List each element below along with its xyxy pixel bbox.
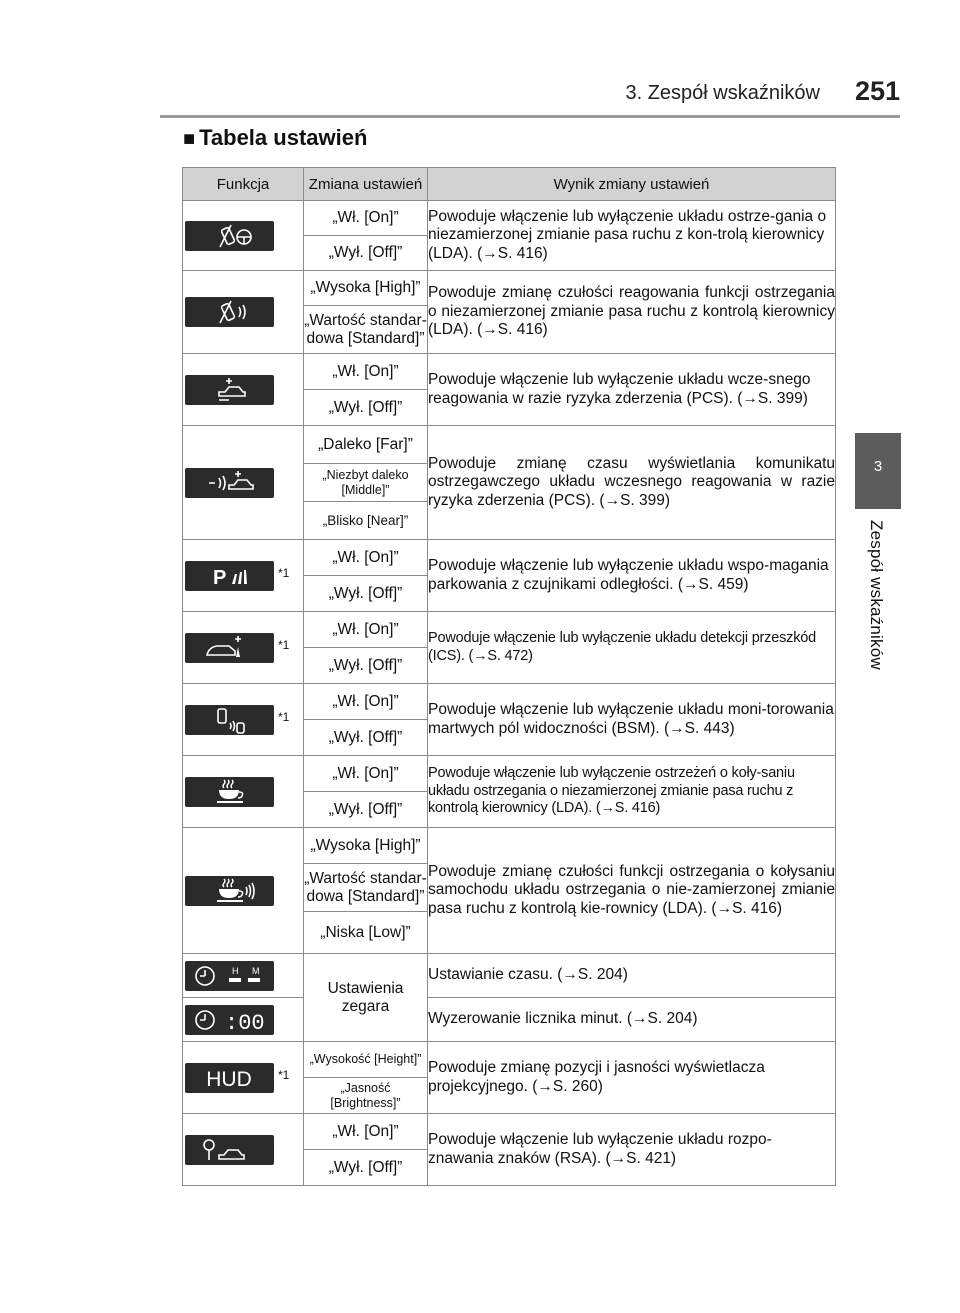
section-title: Tabela ustawień [199,125,368,150]
table-header-row [183,168,836,201]
result-cell: Wyzerowanie licznika minut. (→S. 204) [428,998,836,1042]
option-cell: „Wł. [On]” [304,684,428,720]
option-cell: „Blisko [Near]” [304,502,428,540]
function-cell [183,684,304,756]
result-cell: Powoduje zmianę czułości reagowania funkcji ostrzegania o niezamierzonej zmianie pasa ruchu z kontrolą kierownicy (LDA). (→S. 416) [428,271,836,354]
function-cell [183,354,304,426]
table-row [183,540,836,576]
option-cell: „Wył. [Off]” [304,720,428,756]
hour-label: H [232,965,239,976]
table-row [183,426,836,464]
function-cell [183,201,304,271]
option-cell: „Wył. [Off]” [304,648,428,684]
function-cell [183,954,304,998]
section-heading [183,125,367,151]
svg-text:P: P [213,566,227,589]
result-cell: Powoduje włączenie lub wyłączenie układu moni-torowania martwych pól widoczności (BSM). (→S. 443) [428,684,836,756]
footnote-mark: *1 [278,709,290,724]
option-cell: „Niska [Low]” [304,912,428,954]
table-row [183,954,836,998]
option-cell: „Wł. [On]” [304,612,428,648]
option-cell: „Jasność [Brightness]” [304,1078,428,1114]
header-rule [160,115,900,118]
bsm-icon [185,705,274,735]
result-cell: Powoduje zmianę czułości funkcji ostrzegania o kołysaniu samochodu układu ostrzegania o nie-zamierzonej zmianie pasa ruchu z kontrolą kie-rownicy (LDA). (→S. 416) [428,828,836,954]
option-cell: „Wartość standar-dowa [Standard]” [304,864,428,912]
option-cell: „Wł. [On]” [304,540,428,576]
function-cell [183,1114,304,1186]
option-cell: „Wł. [On]” [304,354,428,390]
table-row [183,756,836,792]
footnote-mark: *1 [278,565,290,580]
hud-label: HUD [206,1067,252,1091]
option-cell: „Wył. [Off]” [304,1150,428,1186]
function-cell [183,540,304,612]
result-cell: Ustawianie czasu. (→S. 204) [428,954,836,998]
function-cell [183,612,304,684]
function-cell [183,1042,304,1114]
col-header-result: Wynik zmiany ustawień [428,168,836,201]
section-marker: ■ [183,128,196,150]
option-cell: „Niezbyt daleko [Middle]” [304,464,428,502]
col-header-function: Funkcja [183,168,304,201]
pcs-icon [185,375,274,405]
function-cell [183,271,304,354]
option-cell: „Wł. [On]” [304,756,428,792]
result-cell: Powoduje włączenie lub wyłączenie ostrzeżeń o koły-saniu układu ostrzegania o niezamierzonej zmianie pasa ruchu z kontrolą kierownicy (LDA). (→S. 416) [428,756,836,828]
result-cell: Powoduje zmianę pozycji i jasności wyświetlacza projekcyjnego. (→S. 260) [428,1042,836,1114]
col-header-setting: Zmiana ustawień [304,168,428,201]
option-cell: „Wył. [Off]” [304,792,428,828]
table-row [183,271,836,306]
lane-sensitivity-icon [185,297,274,327]
function-cell [183,828,304,954]
table-row [183,1114,836,1150]
option-cell: „Wartość standar-dowa [Standard]” [304,306,428,354]
clock-set-icon [185,961,274,991]
pcs-timing-icon [185,468,274,498]
table-row [183,828,836,864]
option-cell: „Daleko [Far]” [304,426,428,464]
table-row [183,684,836,720]
lane-departure-icon [185,221,274,251]
result-cell: Powoduje zmianę czasu wyświetlania komunikatu ostrzegawczego układu wczesnego reagowania w razie ryzyka zderzenia (PCS). (→S. 399) [428,426,836,540]
footnote-mark: *1 [278,1067,290,1082]
table-row [183,1042,836,1078]
option-cell: „Wysokość [Height]” [304,1042,428,1078]
result-cell: Powoduje włączenie lub wyłączenie układu detekcji przeszkód (ICS). (→S. 472) [428,612,836,684]
option-cell: „Wł. [On]” [304,1114,428,1150]
minutes-zero-label: :00 [225,1010,265,1035]
result-cell: Powoduje włączenie lub wyłączenie układu wspo-magania parkowania z czujnikami odległości. (→S. 459) [428,540,836,612]
option-cell: „Wył. [Off]” [304,576,428,612]
table-row [183,354,836,390]
table-row [183,998,836,1042]
ics-icon [185,633,274,663]
hud-icon [185,1063,274,1093]
function-cell [183,756,304,828]
option-cell: „Wysoka [High]” [304,271,428,306]
result-cell: Powoduje włączenie lub wyłączenie układu ostrze-gania o niezamierzonej zmianie pasa ruchu z kon-trolą kierownicy (LDA). (→S. 416) [428,201,836,271]
option-cell: „Wył. [Off]” [304,236,428,271]
function-cell [183,998,304,1042]
chapter-title: 3. Zespół wskaźników [625,82,820,104]
option-cell: „Wł. [On]” [304,201,428,236]
result-cell: Powoduje włączenie lub wyłączenie układu rozpo-znawania znaków (RSA). (→S. 421) [428,1114,836,1186]
page-number: 251 [854,76,900,106]
table-row [183,612,836,648]
sway-warning-icon [185,777,274,807]
clock-reset-icon [185,1005,274,1035]
option-cell: „Wysoka [High]” [304,828,428,864]
result-cell: Powoduje włączenie lub wyłączenie układu wcze-snego reagowania w razie ryzyka zderzenia (PCS). (→S. 399) [428,354,836,426]
parking-sensor-icon [185,561,274,591]
table-row [183,201,836,236]
footnote-mark: *1 [278,637,290,652]
rsa-icon [185,1135,274,1165]
option-cell: „Wył. [Off]” [304,390,428,426]
minute-label: M [252,965,260,976]
option-cell: Ustawienia zegara [304,954,428,1042]
settings-table [182,167,836,1186]
chapter-side-label: Zespół wskaźników [867,520,886,670]
sway-sensitivity-icon [185,876,274,906]
chapter-tab-number: 3 [873,458,883,475]
function-cell [183,426,304,540]
